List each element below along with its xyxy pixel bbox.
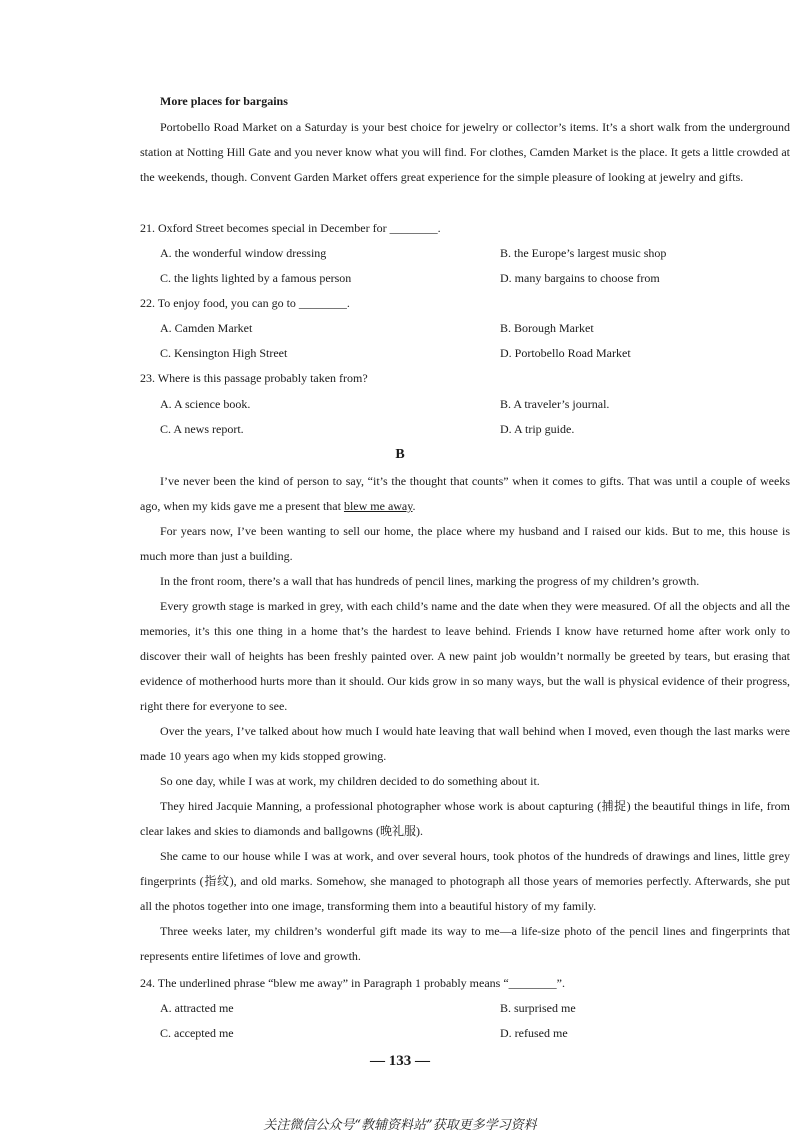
question-23-option-a: A. A science book. <box>160 397 251 411</box>
paragraph-b1-end: . <box>412 499 416 513</box>
question-24-stem: 24. The underlined phrase “blew me away” in Paragraph 1 probably means “________”. <box>140 976 565 990</box>
question-22-option-b: B. Borough Market <box>500 321 594 335</box>
paragraph-b4: Every growth stage is marked in grey, with each child’s name and the date when they were measured. Of all the objects and all the memories, it’s this one thing in a home that’s the hardest to leave behind. Friends I know have returned home after work only to discover their wall of heights has been freshly painted over. A new paint job wouldn’t normally be greeted by tears, but erasing that evidence of motherhood hurts more than it should. Our kids grow in so many ways, but the wall is physical evidence of their progress, right there for everyone to see. <box>140 599 790 713</box>
paragraph-b7: They hired Jacquie Manning, a professional photographer whose work is about capturing (捕捉) the beautiful things in life, from clear lakes and skies to diamonds and ballgowns (晚礼服). <box>140 799 790 838</box>
footer-watermark: 关注微信公众号“教辅资料站”获取更多学习资料 <box>263 1118 537 1133</box>
question-24-option-d: D. refused me <box>500 1026 568 1040</box>
paragraph-b9: Three weeks later, my children’s wonderful gift made its way to me—a life-size photo of the pencil lines and fingerprints that represents entire lifetimes of love and growth. <box>140 924 790 963</box>
question-22-option-c: C. Kensington High Street <box>160 346 288 360</box>
question-21-option-a: A. the wonderful window dressing <box>160 246 327 260</box>
paragraph-markets: Portobello Road Market on a Saturday is your best choice for jewelry or collector’s items. It’s a short walk from the underground station at Notting Hill Gate and you never know what you will find. For clothes, Camden Market is the place. It gets a little crowded at the weekends, though. Convent Garden Market offers great experience for the simple pleasure of looking at jewelry and gifts. <box>140 120 790 184</box>
question-23-stem: 23. Where is this passage probably taken from? <box>140 371 368 385</box>
question-22-option-d: D. Portobello Road Market <box>500 346 631 360</box>
paragraph-b8: She came to our house while I was at work, and over several hours, took photos of the hundreds of drawings and lines, little grey fingerprints (指纹), and old marks. Somehow, she managed to photograph all those years of memories perfectly. Afterwards, she put all the photos together into one image, transforming them into a beautiful history of my family. <box>140 849 790 913</box>
question-21-option-b: B. the Europe’s largest music shop <box>500 246 667 260</box>
paragraph-b5: Over the years, I’ve talked about how much I would hate leaving that wall behind when I moved, even though the last marks were made 10 years ago when my kids stopped growing. <box>140 724 790 763</box>
paragraph-b1-text: I’ve never been the kind of person to say, “it’s the thought that counts” when it comes to gifts. That was until a couple of weeks ago, when my kids gave me a present that <box>140 474 790 513</box>
question-24-option-c: C. accepted me <box>160 1026 234 1040</box>
question-23-option-c: C. A news report. <box>160 422 244 436</box>
question-24-option-b: B. surprised me <box>500 1001 576 1015</box>
question-21-option-c: C. the lights lighted by a famous person <box>160 271 352 285</box>
section-heading: More places for bargains <box>160 94 288 108</box>
question-21-option-d: D. many bargains to choose from <box>500 271 660 285</box>
question-24-option-a: A. attracted me <box>160 1001 234 1015</box>
question-22-option-a: A. Camden Market <box>160 321 253 335</box>
question-23-option-b: B. A traveler’s journal. <box>500 397 610 411</box>
section-b-title: B <box>395 447 405 462</box>
paragraph-b1 <box>140 469 790 519</box>
question-21-stem: 21. Oxford Street becomes special in December for ________. <box>140 221 441 235</box>
question-23-option-d: D. A trip guide. <box>500 422 575 436</box>
paragraph-b6: So one day, while I was at work, my children decided to do something about it. <box>160 774 540 788</box>
page-number: — 133 — <box>370 1053 430 1069</box>
paragraph-b2: For years now, I’ve been wanting to sell our home, the place where my husband and I raised our kids. But to me, this house is much more than just a building. <box>140 524 790 563</box>
question-22-stem: 22. To enjoy food, you can go to ________. <box>140 296 350 310</box>
underlined-phrase: blew me away <box>343 499 413 513</box>
paragraph-b3: In the front room, there’s a wall that has hundreds of pencil lines, marking the progress of my children’s growth. <box>160 574 700 588</box>
